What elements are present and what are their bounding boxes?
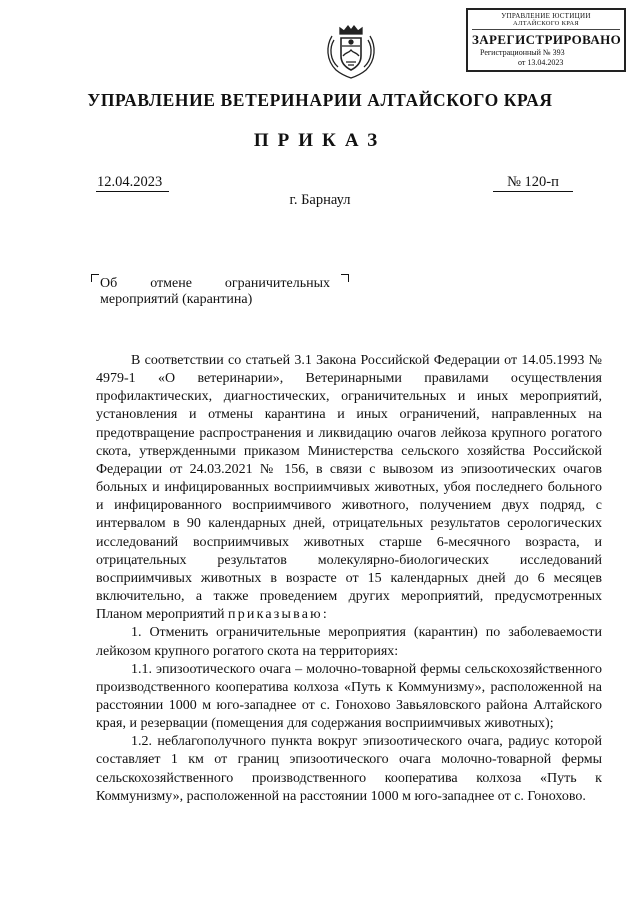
document-date: 12.04.2023 (96, 174, 169, 192)
organization-name: УПРАВЛЕНИЕ ВЕТЕРИНАРИИ АЛТАЙСКОГО КРАЯ (87, 90, 553, 110)
paragraph-item-1: 1. Отменить ограничительные мероприятия (карантин) по заболеваемости лейкозом крупного рогатого скота на территориях: (96, 625, 602, 659)
stamp-registration-number: Регистрационный № 393 (480, 48, 565, 57)
stamp-region: АЛТАЙСКОГО КРАЯ (472, 20, 620, 30)
subject-line-2: мероприятий (карантина) (100, 292, 253, 307)
document-type: ПРИКАЗ (253, 130, 387, 151)
order-word: приказываю (228, 607, 323, 623)
paragraph-preamble (96, 352, 602, 624)
document-body (96, 352, 602, 806)
document-number: № 120-п (493, 174, 573, 192)
document-city: г. Барнаул (289, 192, 351, 208)
preamble-end: : (322, 607, 327, 623)
paragraph-item-1-2: 1.2. неблагополучного пункта вокруг эпизоотического очага, радиус которой составляет 1 км от границ эпизоотического очага молочно-товарной фермы сельскохозяйственного производственного кооператива колхоза «Путь к Коммунизму», расположенной на расстоянии 1000 м юго-западнее от с. Гонохово. (96, 734, 602, 804)
stamp-status: ЗАРЕГИСТРИРОВАНО (472, 32, 622, 47)
subject-line-1: Об отмене ограничительных (100, 276, 330, 291)
stamp-date: от 13.04.2023 (518, 58, 564, 67)
paragraph-item-1-1: 1.1. эпизоотического очага – молочно-товарной фермы сельскохозяйственного производственного кооператива колхоза «Путь к Коммунизму», расположенной на расстоянии 1000 м юго-западнее от с. Гонохово Завьяловского района Алтайского края, и резервации (помещения для содержания восприимчивых животных); (96, 661, 602, 732)
subject-bracket-right (341, 274, 349, 282)
coat-of-arms-icon (322, 22, 380, 80)
document-subject (100, 276, 330, 308)
registration-stamp (466, 8, 626, 72)
stamp-authority: УПРАВЛЕНИЕ ЮСТИЦИИ (501, 12, 591, 20)
preamble-text: В соответствии со статьей 3.1 Закона Российской Федерации от 14.05.1993 № 4979-1 «О ветеринарии», Ветеринарными правилами осуществления профилактических, диагностических, ограничительных и иных мероприятий, установления и отмены карантина и иных ограничений, направленных на предотвращение распространения и ликвидацию очагов лейкоза крупного рогатого скота, утвержденными приказом Министерства сельского хозяйства Российской Федерации от 24.03.2021 № 156, в связи с вывозом из эпизоотических очагов больных и инфицированных восприимчивых животных, убоя последнего больного и инфицированного восприимчивого животного, получением двух подряд, с интервалом в 90 календарных дней, отрицательных результатов серологических исследований восприимчивых животных старше 6-месячного возраста, и отрицательных результатов молекулярно-биологических исследований восприимчивых животных в возрасте от 15 календарных дней до 6 месяцев включительно, а также проведением других мероприятий, предусмотренных Планом мероприятий (96, 353, 602, 623)
subject-bracket-left (91, 274, 99, 282)
